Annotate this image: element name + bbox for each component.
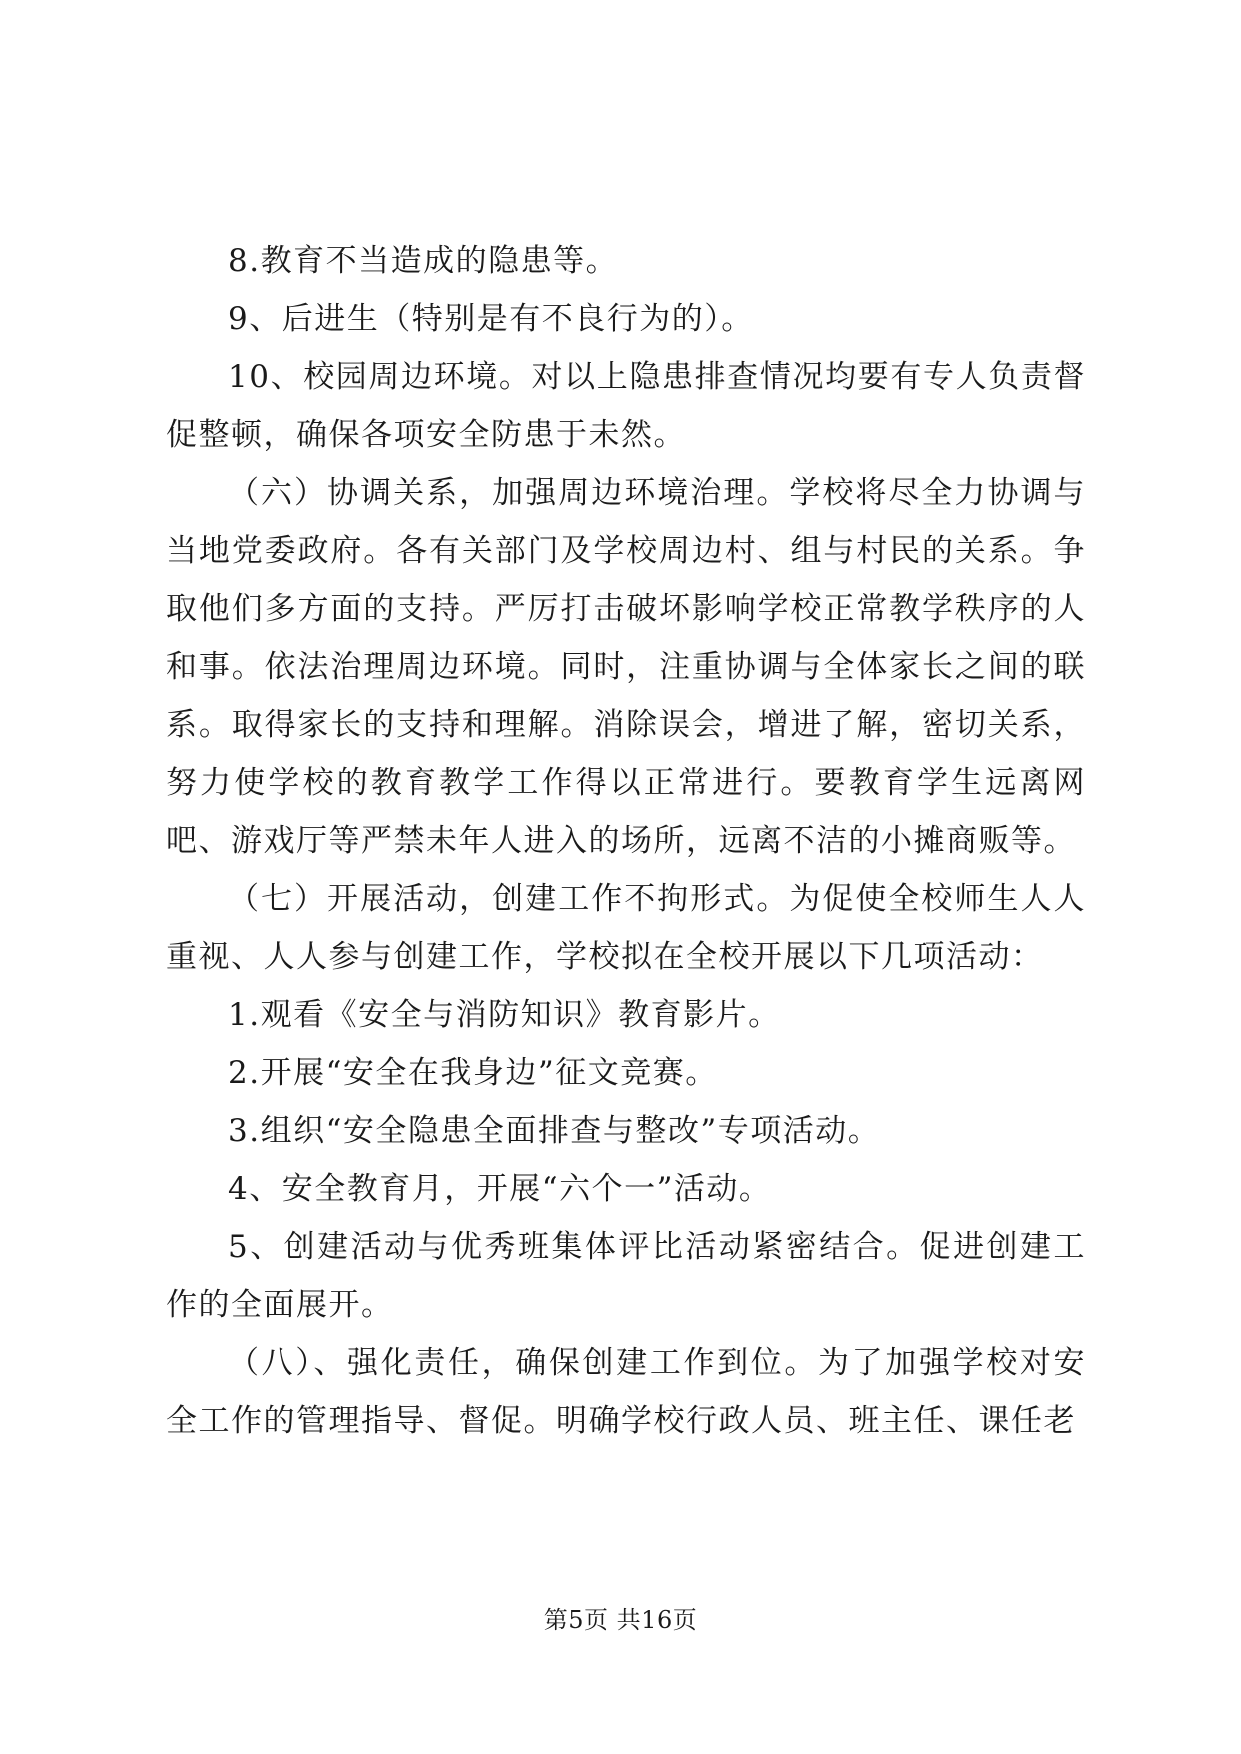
activity-item-2: 2.开展“安全在我身边”征文竞赛。 (228, 1055, 718, 1091)
page-footer: 第5页 共16页 (543, 1606, 698, 1634)
activity-item-4: 4、安全教育月，开展“六个一”活动。 (228, 1171, 772, 1207)
section-6-paragraph: （六）协调关系，加强周边环境治理。学校将尽全力协调与当地党委政府。各有关部门及学校周边村、组与村民的关系。争取他们多方面的支持。严厉打击破坏影响学校正常教学秩序的人和事。依法治理周边环境。同时，注重协调与全体家长之间的联系。取得家长的支持和理解。消除误会，增进了解，密切关系，努力使学校的教育教学工作得以正常进行。要教育学生远离网吧、游戏厅等严禁未年人进入的场所，远离不洁的小摊商贩等。 (166, 475, 1086, 859)
document-body (166, 232, 1086, 1450)
section-8-paragraph: （八）、强化责任，确保创建工作到位。为了加强学校对安全工作的管理指导、督促。明确学校行政人员、班主任、课任老 (166, 1345, 1086, 1439)
section-7-paragraph: （七）开展活动，创建工作不拘形式。为促使全校师生人人重视、人人参与创建工作，学校拟在全校开展以下几项活动： (166, 881, 1086, 975)
list-item-10: 10、校园周边环境。对以上隐患排查情况均要有专人负责督促整顿，确保各项安全防患于未然。 (166, 359, 1086, 453)
activity-item-5: 5、创建活动与优秀班集体评比活动紧密结合。促进创建工作的全面展开。 (166, 1229, 1086, 1323)
activity-item-3: 3.组织“安全隐患全面排查与整改”专项活动。 (228, 1113, 881, 1149)
list-item-8: 8.教育不当造成的隐患等。 (228, 243, 619, 279)
activity-item-1: 1.观看《安全与消防知识》教育影片。 (228, 997, 781, 1033)
list-item-9: 9、后进生（特别是有不良行为的）。 (228, 301, 754, 337)
